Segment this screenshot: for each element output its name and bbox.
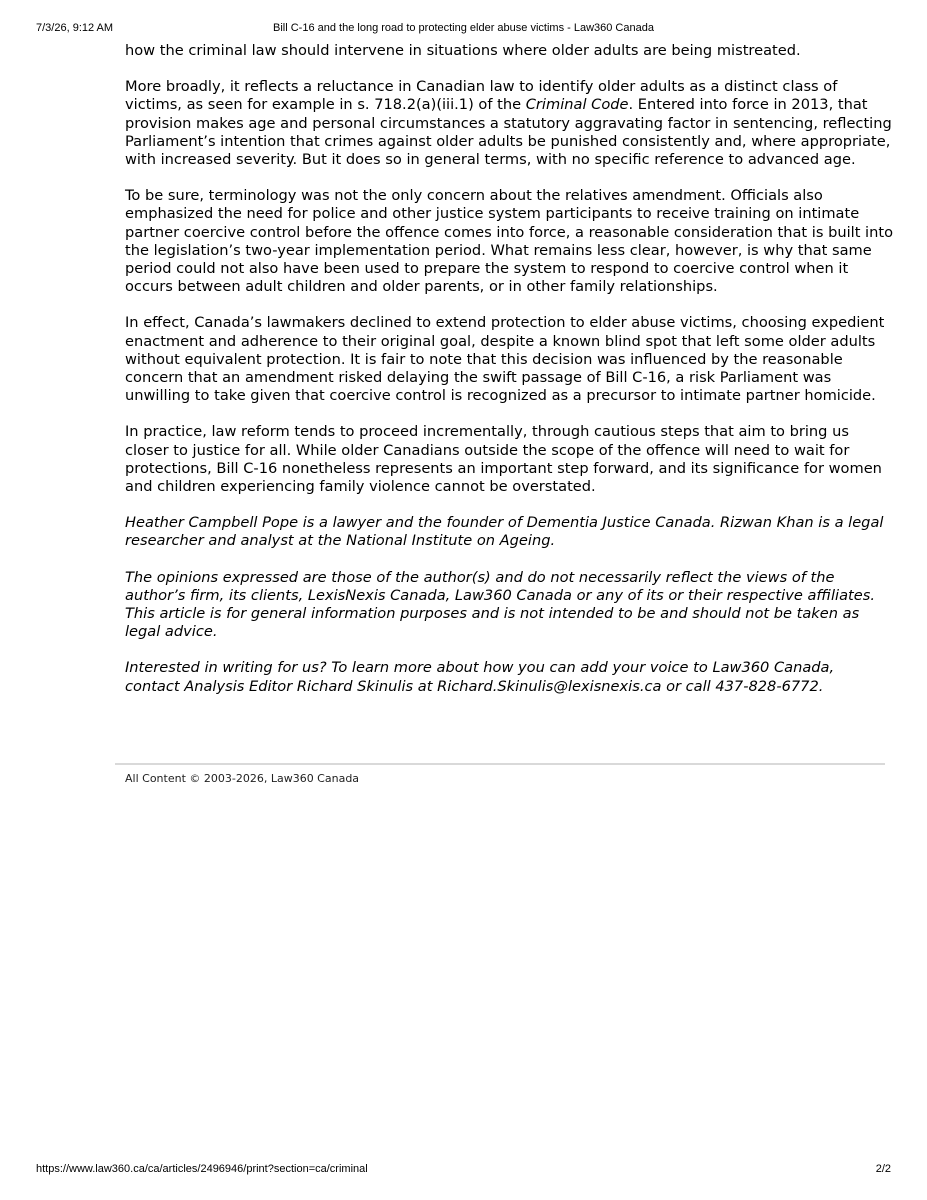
criminal-code-reference: Criminal Code [525,96,629,114]
print-page-number: 2/2 [875,1163,891,1175]
copyright-notice: All Content © 2003-2026, Law360 Canada [125,772,360,785]
article-paragraph-2 [125,78,893,169]
paragraph-2-text-after: . Entered into force in 2013, that provision makes age and personal circumstances a statutory aggravating factor in sentencing, reflecting Parliament’s intention that crimes against older adults be punished consistently and, where appropriate, with increased severity. But it does so in general terms, with no specific reference to advanced age. [125,96,892,169]
article-paragraph-1: how the criminal law should intervene in situations where older adults are being mistreated. [125,42,801,59]
print-header [0,22,927,36]
print-datetime: 7/3/26, 9:12 AM [36,22,114,34]
author-bio: Heather Campbell Pope is a lawyer and the founder of Dementia Justice Canada. Rizwan Khan is a legal researcher and analyst at the National Institute on Ageing. [125,514,884,550]
article-paragraph-4: In effect, Canada’s lawmakers declined to extend protection to elder abuse victims, choosing expedient enactment and adherence to their original goal, despite a known blind spot that left some older adults without equivalent protection. It is fair to note that this decision was influenced by the reasonable concern that an amendment risked delaying the swift passage of Bill C-16, a risk Parliament was unwilling to take given that coercive control is recognized as a precursor to intimate partner homicide. [125,314,885,405]
disclaimer: The opinions expressed are those of the author(s) and do not necessarily reflect the views of the author’s firm, its clients, LexisNexis Canada, Law360 Canada or any of its or their respective affiliates. This article is for general information purposes and is not intended to be and should not be taken as legal advice. [125,568,875,641]
contributor-call-to-action: Interested in writing for us? To learn more about how you can add your voice to Law360 Canada, contact Analysis Editor Richard Skinulis at Richard.Skinulis@lexisnexis.ca or call 437-828-6772. [125,659,835,695]
print-url: https://www.law360.ca/ca/articles/2496946/print?section=ca/criminal [36,1163,368,1175]
article-body [125,42,893,714]
print-footer [0,1163,927,1177]
print-page-title: Bill C-16 and the long road to protecting elder abuse victims - Law360 Canada [273,22,654,34]
article-paragraph-3: To be sure, terminology was not the only concern about the relatives amendment. Officials also emphasized the need for police and other justice system participants to receive training on intimate partner coercive control before the offence comes into force, a reasonable consideration that is built into the legislation’s two-year implementation period. What remains less clear, however, is why that same period could not also have been used to prepare the system to respond to coercive control when it occurs between adult children and older parents, or in other family relationships. [125,187,894,296]
paragraph-2-text-before: More broadly, it reflects a reluctance in Canadian law to identify older adults as a distinct class of victims, as seen for example in s. 718.2(a)(iii.1) of the [125,78,838,114]
footer-divider [115,763,885,765]
article-paragraph-5: In practice, law reform tends to proceed incrementally, through cautious steps that aim to bring us closer to justice for all. While older Canadians outside the scope of the offence will need to wait for protections, Bill C-16 nonetheless represents an important step forward, and its significance for women and children experiencing family violence cannot be overstated. [125,423,882,496]
